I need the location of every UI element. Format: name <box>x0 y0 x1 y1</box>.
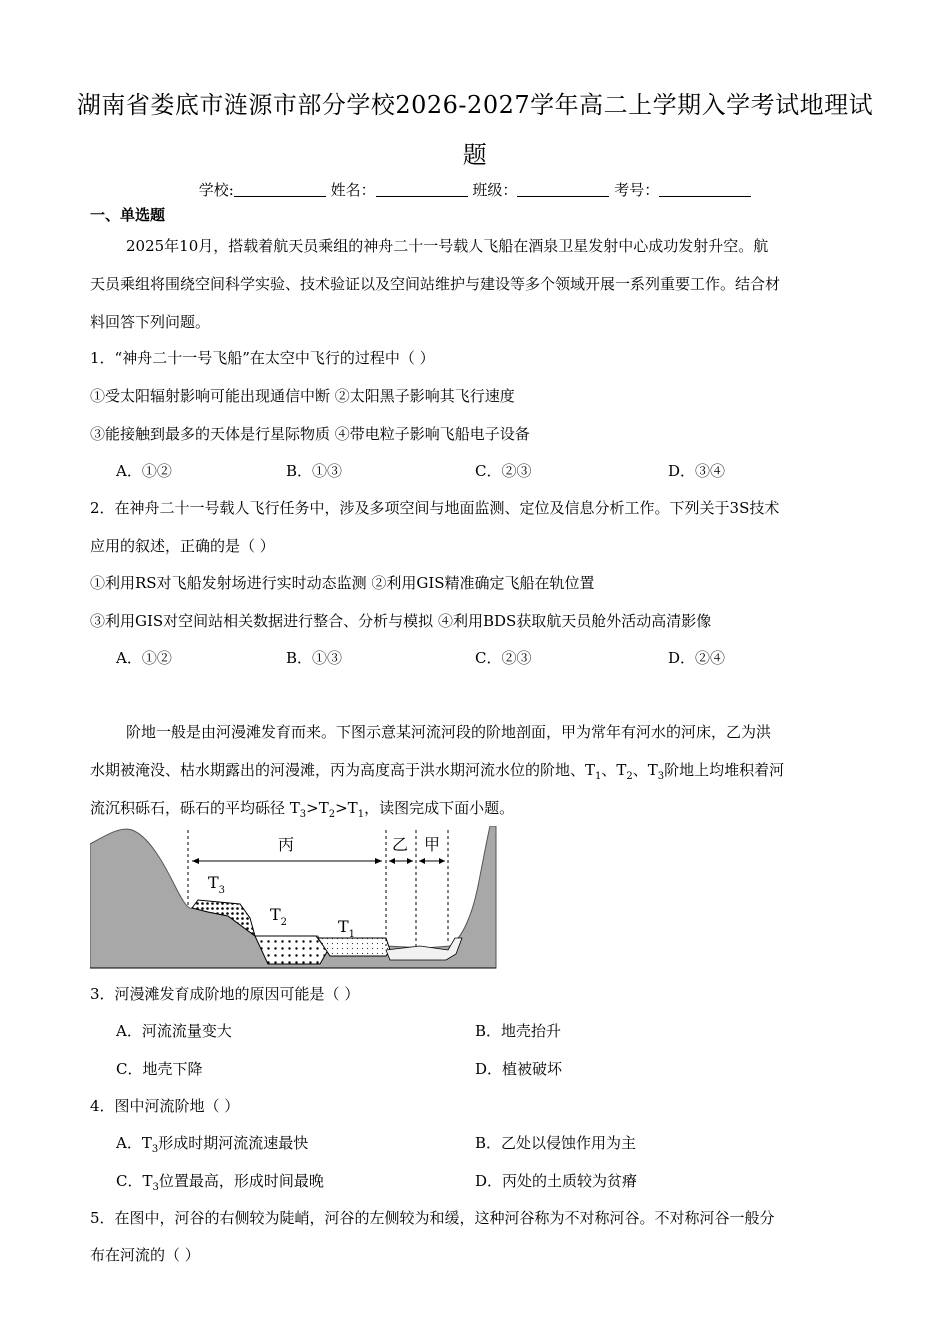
label-t1: $T_1$ <box>338 917 356 940</box>
q2-option-a[interactable]: A．①② <box>116 649 172 667</box>
river-terrace-diagram <box>90 826 500 974</box>
material1-line1: 2025年10月，搭载着航天员乘组的神舟二十一号载人飞船在酒泉卫星发射中心成功发射升空。航 <box>126 237 769 255</box>
q2-statement1: ①利用RS对飞船发射场进行实时动态监测 ②利用GIS精准确定飞船在轨位置 <box>90 574 595 592</box>
q3-option-a[interactable]: A．河流流量变大 <box>116 1022 232 1040</box>
number-blank[interactable] <box>659 180 751 197</box>
q3-option-b[interactable]: B．地壳抬升 <box>475 1022 562 1040</box>
q5-stem-line2: 布在河流的（ ） <box>90 1246 200 1264</box>
name-label: 姓名： <box>330 181 376 199</box>
q5-stem-line1: 5．在图中，河谷的右侧较为陡峭，河谷的左侧较为和缓，这种河谷称为不对称河谷。不对称河谷一般分 <box>90 1209 775 1227</box>
label-jia: 甲 <box>424 835 441 854</box>
q1-statement1: ①受太阳辐射影响可能出现通信中断 ②太阳黑子影响其飞行速度 <box>90 387 515 405</box>
material2-line2: 水期被淹没、枯水期露出的河漫滩，丙为高度高于洪水期河流水位的阶地、$T_1$、$T_2$、$T_3$阶地上均堆积着河 <box>90 761 785 782</box>
q2-option-c[interactable]: C．②③ <box>475 649 532 667</box>
number-label: 考号： <box>614 181 660 199</box>
floodplain <box>386 938 462 960</box>
q2-option-b[interactable]: B．①③ <box>286 649 343 667</box>
material2-line3: 流沉积砾石，砾石的平均砾径 $T_3>T_2>T_1$，读图完成下面小题。 <box>90 799 515 820</box>
q2-statement2: ③利用GIS对空间站相关数据进行整合、分析与模拟 ④利用BDS获取航天员舱外活动高清影像 <box>90 612 712 630</box>
section-title: 一、单选题 <box>90 206 166 224</box>
q4-stem: 4．图中河流阶地（ ） <box>90 1097 240 1115</box>
class-label: 班级： <box>472 181 518 199</box>
q3-option-c[interactable]: C．地壳下降 <box>116 1060 203 1078</box>
q4-option-b[interactable]: B．乙处以侵蚀作用为主 <box>475 1134 637 1152</box>
q4-option-c[interactable]: C．$T_3$位置最高，形成时间最晚 <box>116 1172 324 1193</box>
name-blank[interactable] <box>376 180 468 197</box>
q3-stem: 3．河漫滩发育成阶地的原因可能是（ ） <box>90 985 360 1003</box>
label-t2: $T_2$ <box>270 905 288 928</box>
label-t3: $T_3$ <box>208 873 226 896</box>
school-blank[interactable] <box>234 180 326 197</box>
school-label: 学校: <box>198 181 234 199</box>
label-bing: 丙 <box>278 835 295 854</box>
q1-option-a[interactable]: A．①② <box>116 462 172 480</box>
material2-line1: 阶地一般是由河漫滩发育而来。下图示意某河流河段的阶地剖面，甲为常年有河水的河床，乙为洪 <box>126 723 772 741</box>
q2-stem-line1: 2．在神舟二十一号载人飞行任务中，涉及多项空间与地面监测、定位及信息分析工作。下列关于3S技术 <box>90 499 780 517</box>
q4-option-d[interactable]: D．丙处的土质较为贫瘠 <box>475 1172 638 1190</box>
q2-stem-line2: 应用的叙述，正确的是（ ） <box>90 537 275 555</box>
exam-title-line1: 湖南省娄底市涟源市部分学校2026-2027学年高二上学期入学考试地理试 <box>76 91 874 119</box>
material1-line2: 天员乘组将围绕空间科学实验、技术验证以及空间站维护与建设等多个领域开展一系列重要工作。结合材 <box>90 275 781 293</box>
q4-option-a[interactable]: A．$T_3$形成时期河流流速最快 <box>116 1134 309 1155</box>
q1-stem: 1．“神舟二十一号飞船”在太空中飞行的过程中（ ） <box>90 349 435 367</box>
q1-option-c[interactable]: C．②③ <box>475 462 532 480</box>
exam-title-line2: 题 <box>462 141 488 169</box>
class-blank[interactable] <box>517 180 609 197</box>
q1-statement2: ③能接触到最多的天体是行星际物质 ④带电粒子影响飞船电子设备 <box>90 425 530 443</box>
material1-line3: 料回答下列问题。 <box>90 313 211 331</box>
q3-option-d[interactable]: D．植被破坏 <box>475 1060 563 1078</box>
q1-option-d[interactable]: D．③④ <box>668 462 726 480</box>
student-info-row <box>0 178 950 202</box>
q1-option-b[interactable]: B．①③ <box>286 462 343 480</box>
terrace-t2 <box>255 936 328 964</box>
q2-option-d[interactable]: D．②④ <box>668 649 726 667</box>
terrace-t1 <box>318 938 390 956</box>
label-yi: 乙 <box>392 835 409 854</box>
